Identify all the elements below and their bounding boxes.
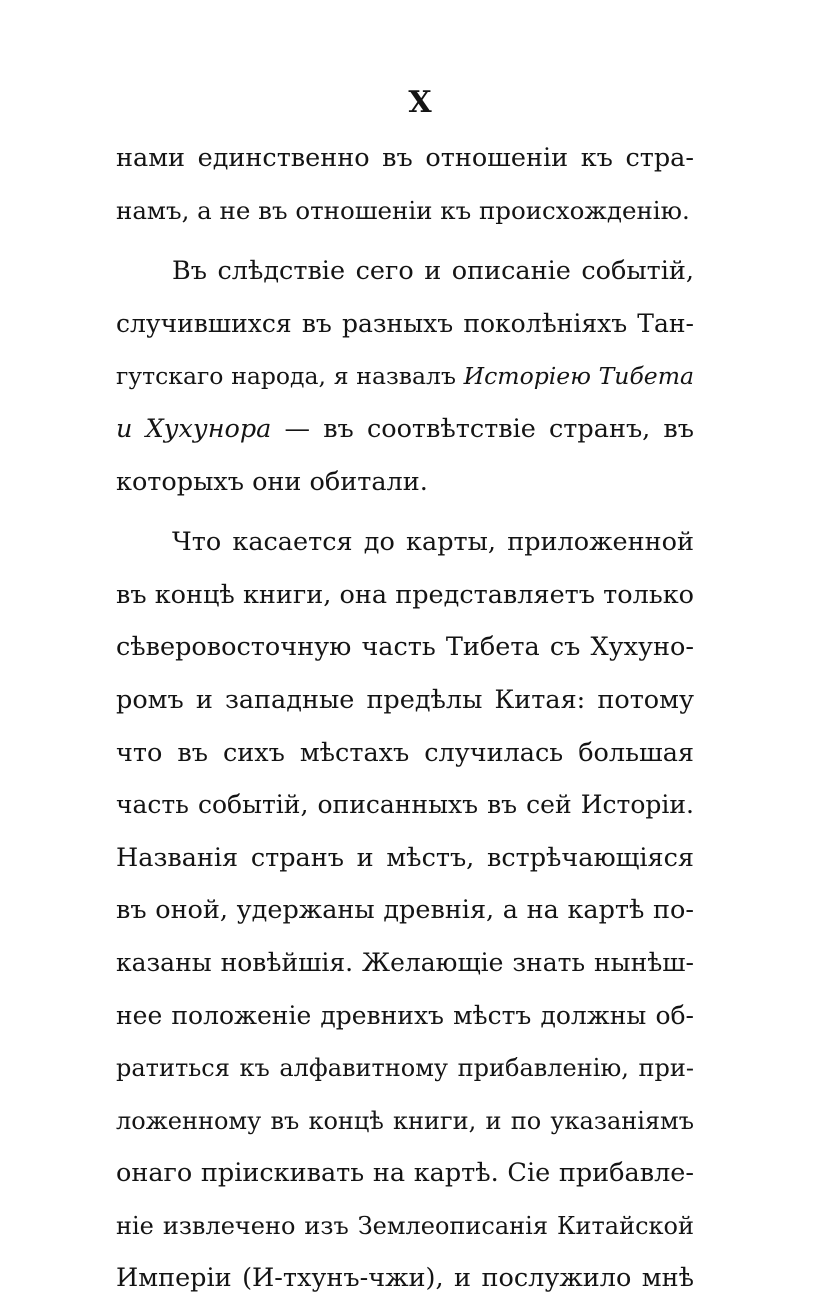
text-line-11: ромъ и западные предѣлы Китая: потому — [116, 684, 694, 715]
text-line-5 — [116, 350, 694, 403]
text-line-22: Имперіи (И-тхунъ-чжи), и послужило мнѣ — [116, 1263, 694, 1294]
page-number: X — [408, 85, 432, 120]
text-line-19: ложенному въ концѣ книги, и по указаніямъ — [116, 1106, 694, 1135]
text-line-1: нами единственно въ отношеніи къ стра- — [116, 143, 694, 173]
text-line-15: въ оной, удержаны древнія, а на картѣ по- — [116, 895, 694, 926]
text-line-9: въ концѣ книги, она представляетъ только — [116, 579, 694, 610]
text-line-6 — [116, 403, 694, 456]
text-line-17: нее положеніе древнихъ мѣстъ должны об- — [116, 1000, 694, 1030]
text-line-6-italic: и Хухунора — [116, 413, 272, 444]
text-line-18: ратиться къ алфавитному прибавленію, при- — [116, 1054, 694, 1083]
text-line-13: часть событій, описанныхъ въ сей Исторіи. — [116, 790, 694, 820]
text-line-7: которыхъ они обитали. — [116, 466, 428, 497]
text-line-2: намъ, а не въ отношеніи къ происхожденію. — [116, 195, 690, 225]
text-line-12: что въ сихъ мѣстахъ случилась большая — [116, 737, 694, 768]
text-line-5-roman: гутскаго народа, я назвалъ — [116, 362, 464, 391]
text-line-14: Названія странъ и мѣстъ, встрѣчающіяся — [116, 842, 694, 873]
text-line-10: сѣверовосточную часть Тибета съ Хухуно- — [116, 632, 694, 663]
text-line-8: Что касается до карты, приложенной — [172, 527, 694, 558]
text-line-5-italic: Исторіею Тибета — [463, 362, 694, 391]
text-line-6-rest: — въ соотвѣтствіе странъ, въ — [271, 413, 694, 444]
text-line-20: онаго пріискивать на картѣ. Сіе прибавле- — [116, 1158, 694, 1189]
body-text — [116, 132, 694, 1305]
text-line-4: случившихся въ разныхъ поколѣніяхъ Тан- — [116, 308, 694, 338]
text-line-3: Въ слѣдствіе сего и описаніе событій, — [172, 256, 694, 287]
text-line-16: казаны новѣйшія. Желающіе знать нынѣш- — [116, 947, 694, 977]
text-line-21: ніе извлечено изъ Землеописанія Китайской — [116, 1211, 694, 1240]
